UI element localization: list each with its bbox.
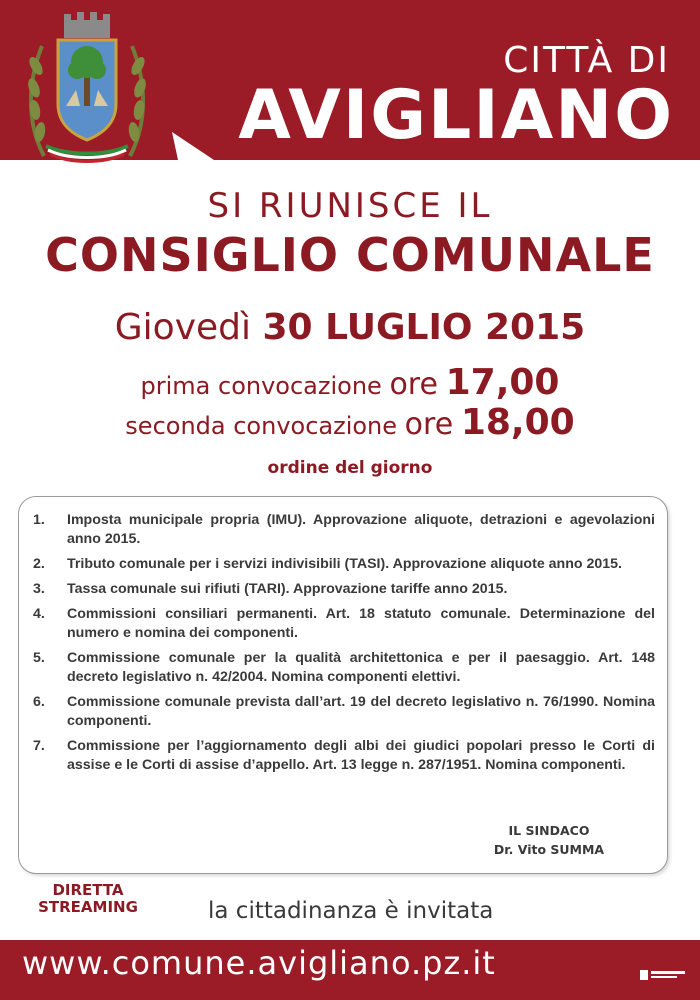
first-call-ore: ore [389, 367, 438, 402]
agenda-item-text: Imposta municipale propria (IMU). Approvazione aliquote, detrazioni e agevolazioni anno 2015. [67, 512, 655, 547]
agenda-item-text: Commissione comunale per la qualità architettonica e per il paesaggio. Art. 148 decreto legislativo n. 42/2004. Nomina componenti elettivi. [67, 650, 655, 685]
coat-of-arms-icon [22, 6, 152, 166]
agenda-item-number: 7. [33, 738, 45, 754]
agenda-item-text: Commissioni consiliari permanenti. Art. 18 statuto comunale. Determinazione del numero e nomina dei componenti. [67, 606, 655, 641]
agenda-item-number: 6. [33, 694, 45, 710]
second-call-ore: ore [404, 407, 454, 442]
agenda-item-number: 5. [33, 650, 45, 666]
agenda-item-number: 1. [33, 512, 45, 528]
agenda-item [33, 511, 655, 549]
date-prefix: Giovedì [114, 307, 252, 348]
signature-title: IL SINDACO [508, 823, 590, 838]
second-call [0, 402, 700, 443]
agenda-title: ordine del giorno [267, 458, 433, 478]
headline-intro: SI RIUNISCE IL [207, 186, 493, 226]
agenda-item [33, 580, 655, 599]
agenda-item [33, 649, 655, 687]
agenda-box [18, 496, 668, 874]
agenda-item-number: 3. [33, 581, 45, 597]
invitation-text: la cittadinanza è invitata [208, 898, 494, 924]
website-url: www.comune.avigliano.pz.it [22, 944, 496, 982]
second-call-label: seconda convocazione [125, 412, 398, 440]
streaming-label [38, 882, 138, 916]
agenda-item [33, 737, 655, 775]
second-call-time: 18,00 [460, 402, 575, 443]
agenda-item-text: Commissione per l’aggiornamento degli albi dei giudici popolari presso le Corti di assise e le Corti di assise d’appello. Art. 13 legge n. 287/1951. Nomina componenti. [67, 738, 655, 773]
agenda-item-number: 4. [33, 606, 45, 622]
agenda-item-text: Tributo comunale per i servizi indivisibili (TASI). Approvazione aliquote anno 2015. [67, 556, 622, 572]
city-prefix: CITTÀ DI [503, 40, 670, 81]
meeting-date [0, 307, 700, 348]
streaming-line1: DIRETTA [52, 881, 124, 899]
headline-title: CONSIGLIO COMUNALE [45, 228, 655, 282]
mayor-signature [449, 821, 649, 859]
date-value: 30 LUGLIO 2015 [262, 307, 586, 348]
agenda-item-number: 2. [33, 556, 45, 572]
signature-name: Dr. Vito SUMMA [493, 842, 605, 857]
first-call [0, 362, 700, 403]
printer-logo-icon [640, 968, 686, 982]
first-call-label: prima convocazione [140, 372, 382, 400]
streaming-line2: STREAMING [38, 898, 138, 916]
agenda-list [33, 511, 655, 781]
agenda-item-text: Tassa comunale sui rifiuti (TARI). Approvazione tariffe anno 2015. [67, 581, 508, 597]
agenda-item [33, 605, 655, 643]
agenda-item [33, 693, 655, 731]
city-name: AVIGLIANO [238, 76, 674, 155]
agenda-item-text: Commissione comunale prevista dall’art. 19 del decreto legislativo n. 76/1990. Nomina componenti. [67, 694, 655, 729]
agenda-item [33, 555, 655, 574]
first-call-time: 17,00 [445, 362, 560, 403]
